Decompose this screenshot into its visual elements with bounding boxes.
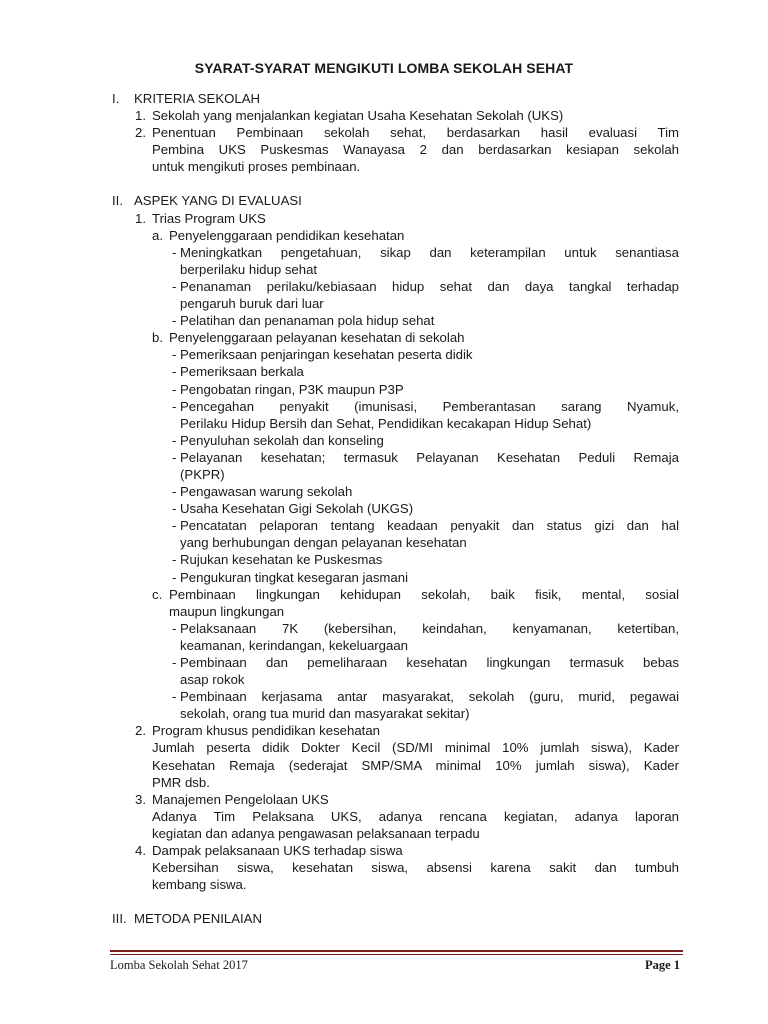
dash-marker: - xyxy=(172,347,177,363)
dash-marker: - xyxy=(172,689,177,705)
dash-item xyxy=(0,244,768,261)
item-body xyxy=(0,808,768,825)
item-text: Dampak pelaksanaan UKS terhadap siswa xyxy=(152,843,403,859)
item-number: 2. xyxy=(135,723,146,739)
dash-item-text: yang berhubungan dengan pelayanan kesehatan xyxy=(180,535,467,551)
item-number: 2. xyxy=(135,125,146,141)
item-body-text: Adanya Tim Pelaksana UKS, adanya rencana kegiatan, adanya laporan xyxy=(152,808,679,824)
dash-marker: - xyxy=(172,398,177,414)
item-text: Trias Program UKS xyxy=(152,210,266,226)
dash-marker: - xyxy=(172,501,177,517)
dash-item xyxy=(0,620,768,637)
list-item xyxy=(0,107,768,124)
item-number: 4. xyxy=(135,843,146,859)
dash-item xyxy=(0,363,768,380)
dash-marker: - xyxy=(172,364,177,380)
dash-item-text: Pelatihan dan penanaman pola hidup sehat xyxy=(180,313,435,329)
dash-marker: - xyxy=(172,552,177,568)
dash-item-text: Pemeriksaan berkala xyxy=(180,364,304,380)
item-body xyxy=(0,825,768,842)
list-item-continuation xyxy=(0,158,768,175)
dash-item-continuation xyxy=(0,534,768,551)
dash-marker: - xyxy=(172,569,177,585)
dash-item-text: Pelaksanaan 7K (kebersihan, keindahan, kenyamanan, ketertiban, xyxy=(180,620,679,636)
dash-marker: - xyxy=(172,278,177,294)
dash-item xyxy=(0,346,768,363)
footer-rule-thick xyxy=(110,950,683,952)
dash-item xyxy=(0,381,768,398)
sub-item-text: maupun lingkungan xyxy=(169,603,285,619)
item-body-text: kegiatan dan adanya pengawasan pelaksanaan terpadu xyxy=(152,825,480,841)
sub-item-marker: a. xyxy=(152,227,163,243)
list-item xyxy=(0,124,768,141)
dash-item-continuation xyxy=(0,637,768,654)
dash-item xyxy=(0,517,768,534)
dash-item-continuation xyxy=(0,295,768,312)
dash-item-continuation xyxy=(0,415,768,432)
sub-item-marker: c. xyxy=(152,586,163,602)
section-marker: III. xyxy=(112,911,127,927)
item-text: Manajemen Pengelolaan UKS xyxy=(152,791,329,807)
item-text: Penentuan Pembinaan sekolah sehat, berdasarkan hasil evaluasi Tim xyxy=(152,125,679,141)
dash-item xyxy=(0,312,768,329)
dash-marker: - xyxy=(172,449,177,465)
footer-page-number: Page 1 xyxy=(644,958,680,972)
item-text: Sekolah yang menjalankan kegiatan Usaha Kesehatan Sekolah (UKS) xyxy=(152,108,564,124)
dash-item xyxy=(0,688,768,705)
dash-item xyxy=(0,500,768,517)
sub-item xyxy=(0,586,768,603)
footer-document-name: Lomba Sekolah Sehat 2017 xyxy=(110,958,248,972)
item-number: 1. xyxy=(135,210,146,226)
section-title: METODA PENILAIAN xyxy=(134,911,263,927)
dash-item xyxy=(0,449,768,466)
dash-item-text: Rujukan kesehatan ke Puskesmas xyxy=(180,552,383,568)
dash-item-text: Perilaku Hidup Bersih dan Sehat, Pendidikan kecakapan Hidup Sehat) xyxy=(180,415,592,431)
section-3-heading xyxy=(0,910,768,927)
section-marker: II. xyxy=(112,193,123,209)
item-text: Pembina UKS Puskesmas Wanayasa 2 dan berdasarkan kesiapan sekolah xyxy=(152,142,679,158)
section-2-heading xyxy=(0,192,768,209)
dash-item-text: Pengobatan ringan, P3K maupun P3P xyxy=(180,381,404,397)
sub-item xyxy=(0,329,768,346)
dash-marker: - xyxy=(172,518,177,534)
item-body xyxy=(0,876,768,893)
dash-item xyxy=(0,278,768,295)
item-body xyxy=(0,859,768,876)
sub-item-text: Pembinaan lingkungan kehidupan sekolah, baik fisik, mental, sosial xyxy=(169,586,679,602)
item-body-text: Jumlah peserta didik Dokter Kecil (SD/MI minimal 10% jumlah siswa), Kader xyxy=(152,740,679,756)
sub-item-text: Penyelenggaraan pendidikan kesehatan xyxy=(169,227,405,243)
dash-item-text: Pemeriksaan penjaringan kesehatan peserta didik xyxy=(180,347,473,363)
item-body-text: kembang siswa. xyxy=(152,877,247,893)
dash-marker: - xyxy=(172,484,177,500)
list-item xyxy=(0,722,768,739)
sub-item-marker: b. xyxy=(152,330,163,346)
dash-item xyxy=(0,654,768,671)
dash-item-text: sekolah, orang tua murid dan masyarakat sekitar) xyxy=(180,706,470,722)
dash-item-text: keamanan, kerindangan, kekeluargaan xyxy=(180,637,409,653)
item-body-text: PMR dsb. xyxy=(152,774,210,790)
item-number: 1. xyxy=(135,108,146,124)
list-item-continuation xyxy=(0,141,768,158)
item-body xyxy=(0,757,768,774)
section-marker: I. xyxy=(112,91,120,106)
section-title: ASPEK YANG DI EVALUASI xyxy=(134,193,302,209)
item-body-text: Kebersihan siswa, kesehatan siswa, absensi karena sakit dan tumbuh xyxy=(152,860,679,876)
dash-item-text: Pengawasan warung sekolah xyxy=(180,484,353,500)
document-body xyxy=(0,90,768,927)
document-title: SYARAT-SYARAT MENGIKUTI LOMBA SEKOLAH SEHAT xyxy=(194,60,574,76)
dash-item-text: Penyuluhan sekolah dan konseling xyxy=(180,432,384,448)
item-number: 3. xyxy=(135,791,146,807)
item-body xyxy=(0,739,768,756)
dash-item-continuation xyxy=(0,466,768,483)
dash-item-text: Meningkatkan pengetahuan, sikap dan keterampilan untuk senantiasa xyxy=(180,244,679,260)
dash-item-text: pengaruh buruk dari luar xyxy=(180,296,324,312)
dash-item xyxy=(0,569,768,586)
list-item xyxy=(0,842,768,859)
section-title: KRITERIA SEKOLAH xyxy=(134,91,261,106)
dash-marker: - xyxy=(172,655,177,670)
dash-item-text: Pencegahan penyakit (imunisasi, Pemberantasan sarang Nyamuk, xyxy=(180,398,679,414)
dash-item-text: Pelayanan kesehatan; termasuk Pelayanan Kesehatan Peduli Remaja xyxy=(180,449,679,465)
footer-rule-thin xyxy=(110,954,683,955)
dash-item-text: asap rokok xyxy=(180,672,245,688)
dash-item-text: berperilaku hidup sehat xyxy=(180,261,318,277)
dash-item xyxy=(0,398,768,415)
dash-marker: - xyxy=(172,620,177,636)
sub-item xyxy=(0,227,768,244)
dash-item-text: Pembinaan dan pemeliharaan kesehatan lingkungan termasuk bebas xyxy=(180,655,679,670)
list-item xyxy=(0,210,768,227)
dash-item-continuation xyxy=(0,261,768,278)
item-text: untuk mengikuti proses pembinaan. xyxy=(152,159,361,175)
section-1-heading xyxy=(0,90,768,107)
list-item xyxy=(0,791,768,808)
dash-marker: - xyxy=(172,381,177,397)
dash-item-text: Pencatatan pelaporan tentang keadaan penyakit dan status gizi dan hal xyxy=(180,518,679,534)
dash-item-continuation xyxy=(0,705,768,722)
dash-item xyxy=(0,483,768,500)
item-body-text: Kesehatan Remaja (sederajat SMP/SMA minimal 10% jumlah siswa), Kader xyxy=(152,757,679,773)
dash-item-text: (PKPR) xyxy=(180,466,225,482)
dash-item xyxy=(0,551,768,568)
dash-marker: - xyxy=(172,313,177,329)
dash-item-text: Pengukuran tingkat kesegaran jasmani xyxy=(180,569,408,585)
item-text: Program khusus pendidikan kesehatan xyxy=(152,723,380,739)
dash-item-text: Usaha Kesehatan Gigi Sekolah (UKGS) xyxy=(180,501,414,517)
dash-marker: - xyxy=(172,244,177,260)
sub-item-continuation xyxy=(0,603,768,620)
item-body xyxy=(0,774,768,791)
dash-item-continuation xyxy=(0,671,768,688)
dash-marker: - xyxy=(172,432,177,448)
dash-item-text: Penanaman perilaku/kebiasaan hidup sehat dan daya tangkal terhadap xyxy=(180,278,679,294)
sub-item-text: Penyelenggaraan pelayanan kesehatan di sekolah xyxy=(169,330,465,346)
dash-item-text: Pembinaan kerjasama antar masyarakat, sekolah (guru, murid, pegawai xyxy=(180,689,679,705)
dash-item xyxy=(0,432,768,449)
